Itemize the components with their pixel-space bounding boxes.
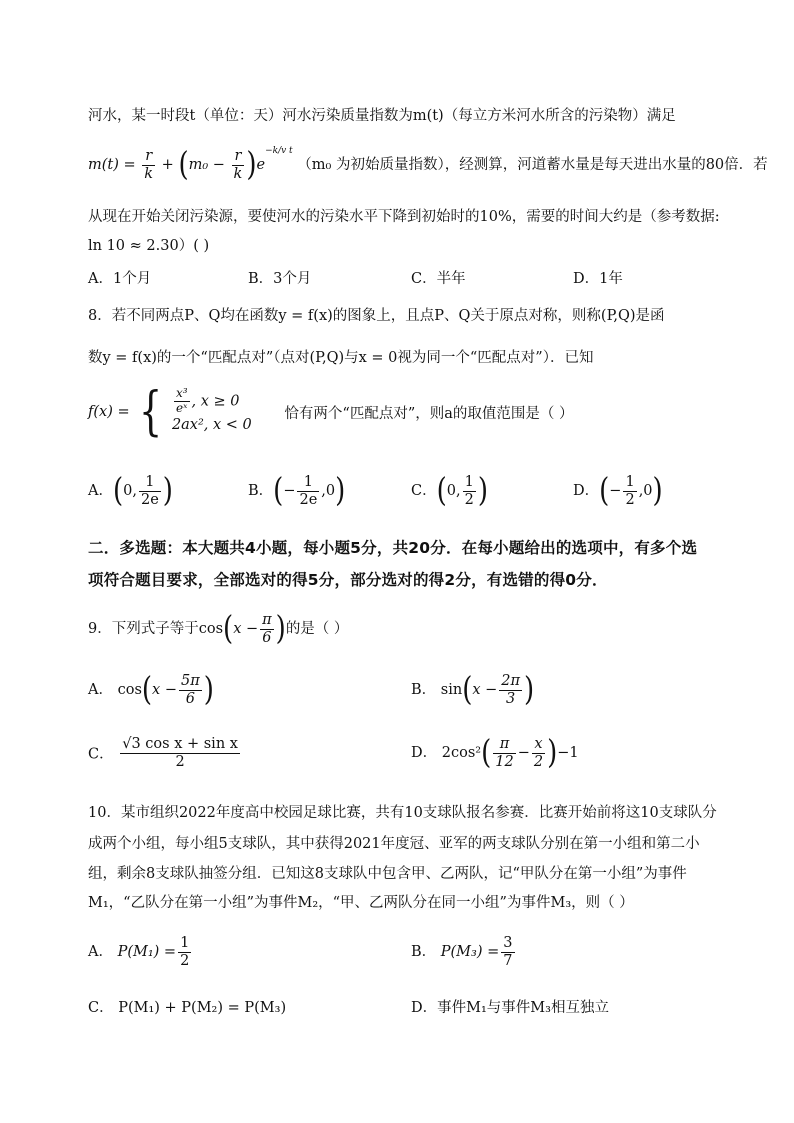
option-lhs: P(M₃) = bbox=[440, 944, 500, 961]
q7-frac-rk-2 bbox=[232, 148, 245, 182]
q10-option-a[interactable] bbox=[88, 935, 193, 969]
frac-num: r bbox=[142, 148, 155, 166]
frac-num: 1 bbox=[625, 474, 635, 490]
option-frac bbox=[623, 474, 636, 508]
frac-den: 2 bbox=[175, 753, 185, 770]
frac-den: 3 bbox=[506, 690, 516, 707]
option-letter: A． bbox=[88, 944, 113, 961]
option-post: ,0 bbox=[321, 483, 336, 500]
q7-formula-line: m(t) = $\frac{r}{k}$ + (m₀ − $\frac{r}{k}$ )$e^{-k/v t}$ （m₀ 为初始质量指数），经测算，河道蓄水量是每天进出水量的80倍．若 bbox=[88, 146, 768, 184]
q8-line2: 数y = f(x)的一个“匹配点对”（点对(P,Q)与x = 0视为同一个“匹配点对”）．已知 bbox=[88, 350, 594, 366]
option-letter: B． bbox=[411, 944, 437, 961]
frac-num: 3 bbox=[503, 935, 513, 951]
q7-exponent: −k/v t bbox=[265, 146, 293, 157]
frac-num: r bbox=[232, 148, 245, 166]
q10-line2: 成两个小组，每小组5支球队，其中获得2021年度冠、亚军的两支球队分别在第一小组和第二小 bbox=[88, 836, 700, 852]
frac-num: 1 bbox=[464, 474, 474, 490]
q7-line1: 河水，某一时段t（单位：天）河水污染质量指数为m(t)（每立方米河水所含的污染物）满足 bbox=[88, 108, 676, 124]
q9-stem-pre: 9．下列式子等于cos bbox=[88, 621, 224, 638]
option-letter: D． bbox=[411, 745, 438, 762]
q8-line1: 8．若不同两点P、Q均在函数y = f(x)的图象上，且点P、Q关于原点对称，则称(P,Q)是函 bbox=[88, 308, 665, 324]
frac-den: 2 bbox=[533, 753, 544, 770]
q7-paren-inner: m₀ − bbox=[188, 157, 225, 174]
q9-stem-post: 的是（ ） bbox=[285, 621, 349, 638]
q7-option-d[interactable]: D．1年 bbox=[573, 271, 623, 287]
q8-piece1-cond: , x ≥ 0 bbox=[191, 393, 240, 410]
frac-den: 12 bbox=[495, 753, 514, 770]
option-inner: x − bbox=[152, 682, 177, 699]
option-frac bbox=[178, 935, 191, 969]
q9-option-c[interactable] bbox=[88, 736, 242, 770]
option-minus: − bbox=[517, 745, 530, 762]
option-func: 2cos² bbox=[441, 745, 482, 762]
paren-open: ( bbox=[599, 472, 610, 510]
frac-num: 1 bbox=[297, 474, 319, 492]
frac-den: 6 bbox=[185, 690, 195, 707]
q7-exp-base: e bbox=[256, 157, 266, 174]
q7-line4: ln 10 ≈ 2.30）( ) bbox=[88, 238, 210, 254]
q9-option-d[interactable]: D． 2cos²( $\frac{\pi}{12}$ − $\frac{x}{2}$ )−1 bbox=[411, 734, 579, 772]
frac-num: 1 bbox=[180, 935, 190, 951]
option-letter: A． bbox=[88, 483, 113, 500]
option-letter: B． bbox=[248, 483, 274, 500]
q10-option-d[interactable]: D．事件M₁与事件M₃相互独立 bbox=[411, 1000, 609, 1016]
frac-den: 2 bbox=[625, 491, 635, 508]
q7-line2-tail: （m₀ 为初始质量指数），经测算，河道蓄水量是每天进出水量的80倍．若 bbox=[297, 157, 768, 174]
option-func: cos bbox=[117, 682, 142, 699]
paren-open: ( bbox=[436, 472, 447, 510]
frac-num: 5π bbox=[180, 673, 200, 689]
paren-open: ( bbox=[112, 472, 124, 510]
option-frac bbox=[297, 474, 319, 508]
option-frac bbox=[501, 935, 514, 969]
q10-line4: M₁，“乙队分在第一小组”为事件M₂，“甲、乙两队分在同一小组”为事件M₃，则（ ） bbox=[88, 895, 634, 911]
paren-close: ) bbox=[162, 472, 173, 510]
frac-num: π bbox=[493, 736, 515, 754]
q9-option-b[interactable]: B． sin(x − $\frac{2\pi}{3}$ ) bbox=[411, 671, 535, 709]
section2-heading-line2: 项符合题目要求，全部选对的得5分，部分选对的得2分，有选错的得0分． bbox=[88, 571, 608, 589]
frac-num: x bbox=[532, 736, 545, 754]
q8-f-lhs: f(x) = bbox=[88, 404, 130, 420]
option-frac-2 bbox=[532, 736, 545, 770]
q9-stem: 9．下列式子等于cos(x − $\frac{\pi}{6}$ )的是（ ） bbox=[88, 610, 349, 648]
option-letter: C． bbox=[88, 746, 114, 763]
option-tail: −1 bbox=[557, 745, 579, 762]
option-frac bbox=[179, 673, 202, 707]
q8-tail: 恰有两个“匹配点对”，则a的取值范围是（ ） bbox=[284, 405, 574, 422]
option-letter: D． bbox=[573, 483, 600, 500]
q8-piece1-frac bbox=[174, 387, 190, 416]
q9-stem-frac bbox=[260, 612, 274, 646]
frac-num: 1 bbox=[139, 474, 161, 492]
option-frac bbox=[463, 474, 476, 508]
q9-stem-inner: x − bbox=[233, 621, 259, 638]
q7-option-b[interactable]: B．3个月 bbox=[248, 271, 312, 287]
option-pre: 0, bbox=[446, 483, 461, 500]
option-inner: x − bbox=[472, 682, 498, 699]
q8-option-a[interactable] bbox=[88, 474, 173, 508]
q8-piece-stack bbox=[172, 387, 252, 437]
option-letter: A． bbox=[88, 682, 113, 699]
option-frac bbox=[120, 736, 240, 770]
q7-line3: 从现在开始关闭污染源，要使河水的污染水平下降到初始时的10%，需要的时间大约是（参考数据: bbox=[88, 209, 720, 225]
q7-frac-rk bbox=[142, 148, 155, 182]
option-frac-1 bbox=[493, 736, 515, 770]
q8-piece2: 2ax², x < 0 bbox=[171, 417, 252, 434]
option-post: ,0 bbox=[638, 483, 653, 500]
frac-num: π bbox=[262, 612, 272, 628]
q8-option-c[interactable] bbox=[411, 474, 488, 508]
option-pre: − bbox=[283, 483, 296, 500]
q10-line1: 10．某市组织2022年度高中校园足球比赛，共有10支球队报名参赛．比赛开始前将这10支球队分 bbox=[88, 805, 717, 821]
q10-line3: 组，剩余8支球队抽签分组．已知这8支球队中包含甲、乙两队，记“甲队分在第一小组”为事件 bbox=[88, 866, 687, 882]
q8-option-b[interactable] bbox=[248, 474, 345, 508]
q10-option-b[interactable] bbox=[411, 935, 517, 969]
frac-num: √3 cos x + sin x bbox=[122, 736, 238, 752]
frac-den: 6 bbox=[262, 629, 272, 646]
frac-den: k bbox=[233, 165, 243, 182]
option-letter: C． bbox=[411, 483, 437, 500]
frac-den: 2 bbox=[180, 952, 190, 969]
frac-den: k bbox=[144, 165, 154, 182]
option-lhs: P(M₁) = bbox=[117, 944, 177, 961]
frac-den: 7 bbox=[503, 952, 513, 969]
q9-option-a[interactable]: A． cos(x − $\frac{5\pi}{6}$ ) bbox=[88, 671, 214, 709]
paren-close: ) bbox=[652, 472, 663, 510]
frac-den: 2 bbox=[464, 491, 474, 508]
option-pre: − bbox=[609, 483, 622, 500]
option-pre: 0, bbox=[123, 483, 137, 500]
option-func: sin bbox=[440, 682, 463, 699]
frac-den: eˣ bbox=[176, 400, 188, 415]
paren-close: ) bbox=[477, 472, 488, 510]
paren-open: ( bbox=[273, 472, 284, 510]
frac-num: 2π bbox=[501, 673, 521, 689]
option-letter: B． bbox=[411, 682, 437, 699]
frac-den: 2e bbox=[299, 491, 318, 508]
q10-option-c[interactable]: C． P(M₁) + P(M₂) = P(M₃) bbox=[88, 1000, 287, 1016]
q8-piecewise: f(x) = { $\frac{\text{x³}}{\text{eˣ}}$ , x ≥ 0 2ax², x < 0 恰有两个“匹配点对”，则a的取值范围是（ ） bbox=[88, 382, 574, 442]
q7-option-a[interactable]: A．1个月 bbox=[88, 271, 152, 287]
section2-heading-line1: 二．多选题：本大题共4小题，每小题5分，共20分．在每小题给出的选项中，有多个选 bbox=[88, 539, 698, 557]
frac-num: x³ bbox=[175, 385, 188, 400]
option-frac bbox=[499, 673, 522, 707]
q8-option-d[interactable] bbox=[573, 474, 663, 508]
option-frac bbox=[139, 474, 161, 508]
q7-formula-lhs: m(t) = bbox=[88, 157, 136, 174]
q7-option-c[interactable]: C．半年 bbox=[411, 271, 466, 287]
frac-den: 2e bbox=[140, 491, 159, 508]
paren-close: ) bbox=[335, 472, 346, 510]
